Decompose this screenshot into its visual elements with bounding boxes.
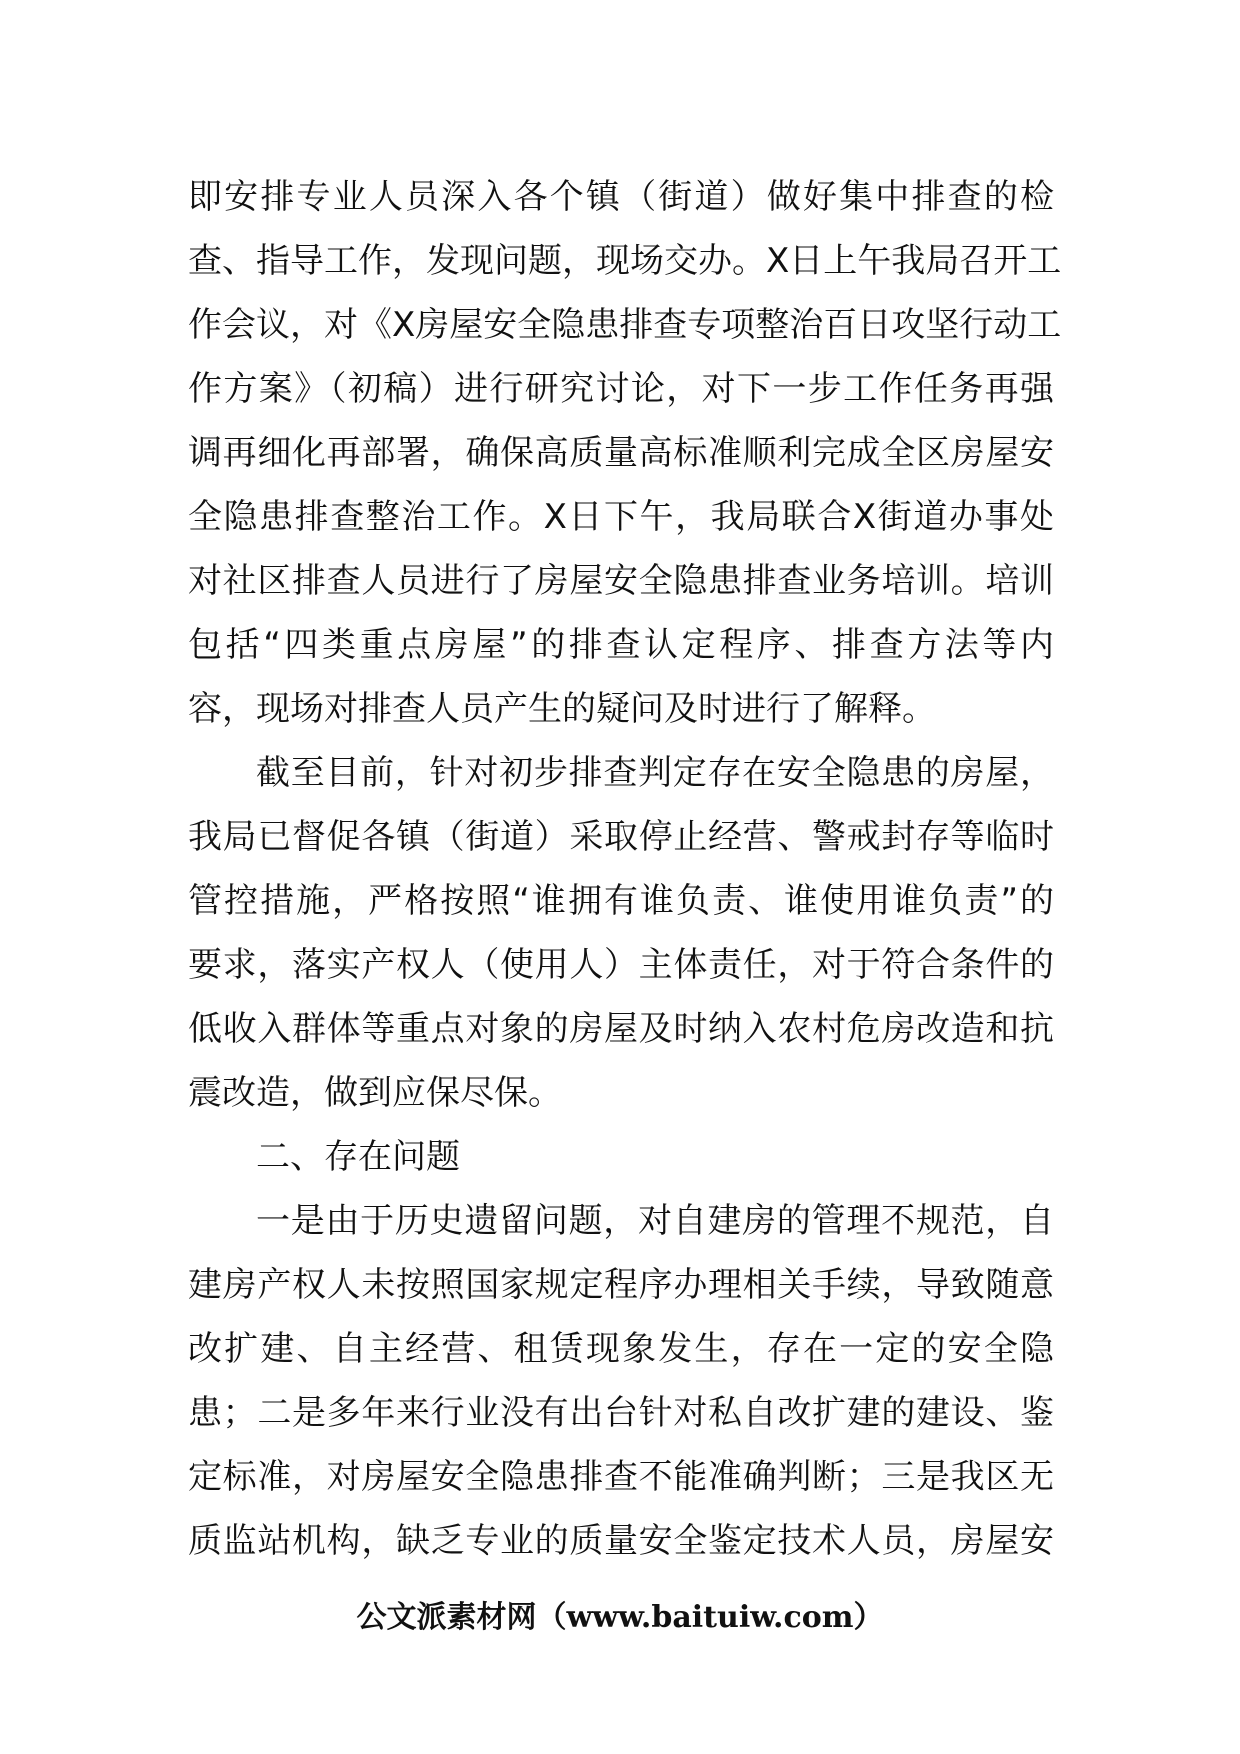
- text-line: 患；二是多年来行业没有出台针对私自改扩建的建设、鉴: [188, 1393, 1054, 1433]
- document-body: [188, 165, 1062, 1573]
- text-line: 我局已督促各镇（街道）采取停止经营、警戒封存等临时: [188, 817, 1054, 857]
- text-line: 质监站机构，缺乏专业的质量安全鉴定技术人员，房屋安: [188, 1521, 1054, 1561]
- text-line: 建房产权人未按照国家规定程序办理相关手续，导致随意: [188, 1265, 1054, 1305]
- text-line: 包括“四类重点房屋”的排查认定程序、排查方法等内: [188, 625, 1054, 665]
- text-line: 作方案》（初稿）进行研究讨论，对下一步工作任务再强: [188, 369, 1054, 409]
- text-line: 容，现场对排查人员产生的疑问及时进行了解释。: [188, 689, 936, 729]
- paragraph: [188, 741, 1054, 1125]
- text-line: 管控措施，严格按照“谁拥有谁负责、谁使用谁负责”的: [188, 881, 1054, 921]
- text-line: 截至目前，针对初步排查判定存在安全隐患的房屋，: [256, 753, 1054, 793]
- text-line: 定标准，对房屋安全隐患排查不能准确判断；三是我区无: [188, 1457, 1054, 1497]
- text-line: 改扩建、自主经营、租赁现象发生，存在一定的安全隐: [188, 1329, 1054, 1369]
- text-line: 对社区排查人员进行了房屋安全隐患排查业务培训。培训: [188, 561, 1054, 601]
- text-line: 低收入群体等重点对象的房屋及时纳入农村危房改造和抗: [188, 1009, 1054, 1049]
- text-line: 一是由于历史遗留问题，对自建房的管理不规范，自: [256, 1201, 1054, 1241]
- paragraph: [188, 1189, 1054, 1573]
- text-line: 调再细化再部署，确保高质量高标准顺利完成全区房屋安: [188, 433, 1054, 473]
- paragraph: [188, 1125, 1054, 1189]
- text-line: 即安排专业人员深入各个镇（街道）做好集中排查的检: [188, 177, 1054, 217]
- watermark-footer: 公文派素材网（www.baituiw.com）: [356, 1600, 884, 1635]
- text-line: 震改造，做到应保尽保。: [188, 1073, 562, 1113]
- text-line: 要求，落实产权人（使用人）主体责任，对于符合条件的: [188, 945, 1054, 985]
- text-line: 全隐患排查整治工作。X日下午，我局联合X街道办事处: [188, 497, 1054, 537]
- text-line: 作会议，对《X房屋安全隐患排查专项整治百日攻坚行动工: [188, 305, 1062, 345]
- text-line: 二、存在问题: [256, 1137, 460, 1177]
- paragraph: [188, 165, 1062, 741]
- text-line: 查、指导工作，发现问题，现场交办。X日上午我局召开工: [188, 241, 1062, 281]
